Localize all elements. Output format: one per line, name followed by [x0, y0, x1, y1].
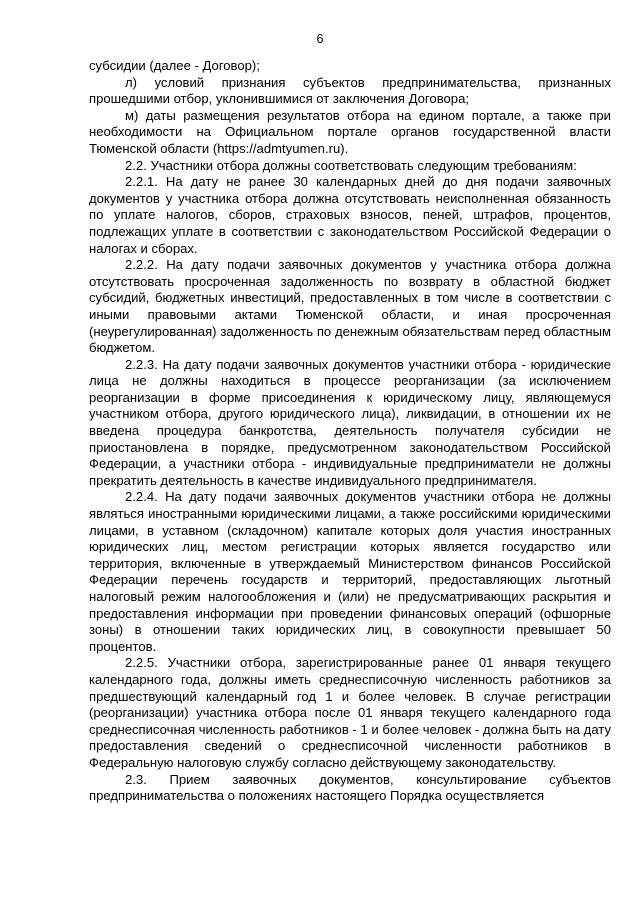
paragraph-item-l: л) условий признания субъектов предпринимательства, признанных прошедшими отбор, уклонившимися от заключения Договора;	[89, 74, 611, 107]
paragraph-item-m: м) даты размещения результатов отбора на едином портале, а также при необходимости на Официальном портале органов государственной власти Тюменской области (https://admtyumen.ru).	[89, 107, 611, 156]
paragraph-2-2-4: 2.2.4. На дату подачи заявочных документов участники отбора не должны являться иностранными юридическими лицами, а также российскими юридическими лицами, в уставном (складочном) капитале которых доля участия иностранных юридических лиц, местом регистрации которых является государство или территория, включенные в утверждаемый Министерством финансов Российской Федерации перечень государств и территорий, предоставляющих льготный налоговый режим налогообложения и (или) не предусматривающих раскрытия и предоставления информации при проведении финансовых операций (офшорные зоны) в отношении таких юридических лиц, в совокупности превышает 50 процентов.	[89, 489, 611, 654]
paragraph-2-2-5: 2.2.5. Участники отбора, зарегистрированные ранее 01 января текущего календарного года, должны иметь среднесписочную численность работников за предшествующий календарный год 1 и более человек. В случае регистрации (реорганизации) участника отбора после 01 января текущего календарного года среднесписочная численность работников - 1 и более человек - должна быть на дату предоставления сведений о среднесписочной численности работников в Федеральную налоговую службу согласно действующему законодательству.	[89, 655, 611, 770]
paragraph-continuation: субсидии (далее - Договор);	[89, 58, 260, 73]
paragraph-2-2-1: 2.2.1. На дату не ранее 30 календарных дней до дня подачи заявочных документов у участника отбора должна отсутствовать неисполненная обязанность по уплате налогов, сборов, страховых взносов, пеней, штрафов, процентов, подлежащих уплате в соответствии с законодательством Российской Федерации о налогах и сборах.	[89, 174, 611, 256]
paragraph-2-2-3: 2.2.3. На дату подачи заявочных документов участники отбора - юридические лица не должны находиться в процессе реорганизации (за исключением реорганизации в форме присоединения к юридическому лицу, являющемуся участником отбора, другого юридического лица), ликвидации, в отношении их не введена процедура банкротства, деятельность получателя субсидии не приостановлена в порядке, предусмотренном законодательством Российской Федерации, а участники отбора - индивидуальные предприниматели не должны прекратить деятельность в качестве индивидуального предпринимателя.	[89, 356, 611, 488]
paragraph-2-3: 2.3. Прием заявочных документов, консультирование субъектов предпринимательства о положениях настоящего Порядка осуществляется	[89, 771, 611, 804]
paragraph-2-2: 2.2. Участники отбора должны соответствовать следующим требованиям:	[125, 157, 577, 173]
paragraph-2-2-2: 2.2.2. На дату подачи заявочных документов у участника отбора должна отсутствовать просроченная задолженность по возврату в областной бюджет субсидий, бюджетных инвестиций, предоставленных в том числе в соответствии с иными правовыми актами Тюменской области, и иная просроченная (неурегулированная) задолженность по денежным обязательствам перед областным бюджетом.	[89, 257, 611, 356]
page-number: 6	[316, 32, 324, 46]
document-body	[89, 58, 611, 805]
